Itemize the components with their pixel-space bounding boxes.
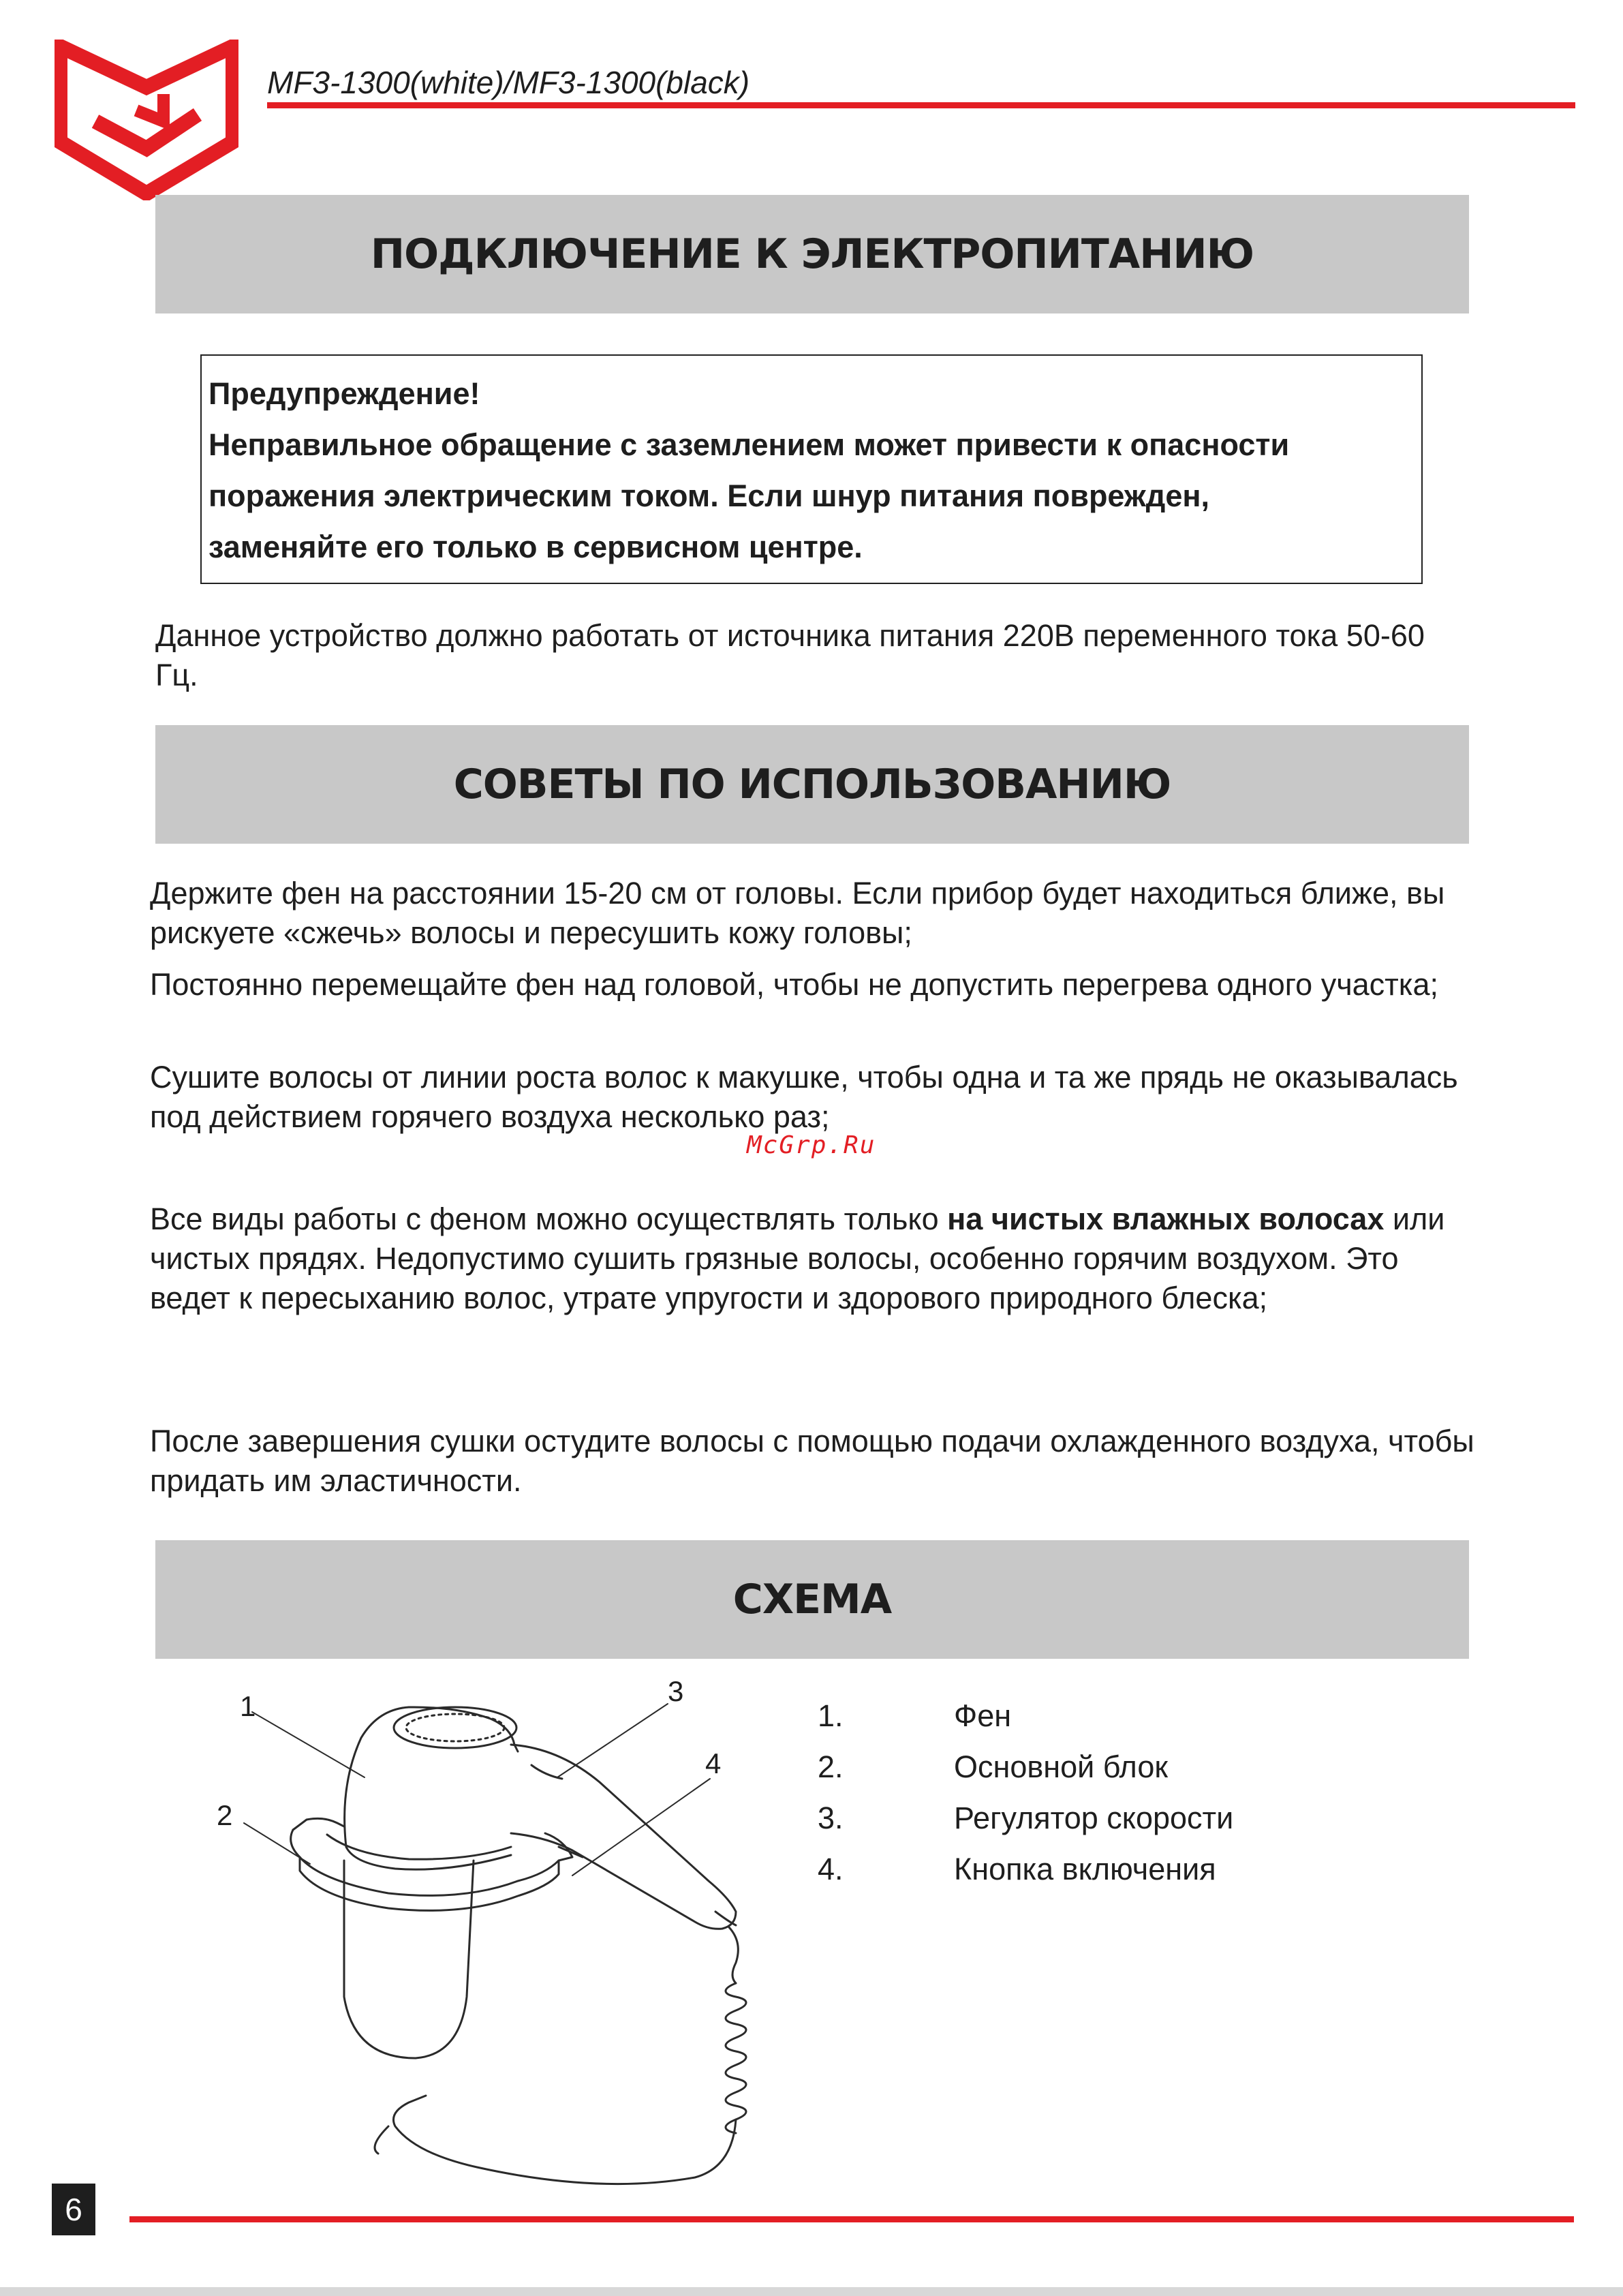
warning-box — [200, 354, 1423, 584]
power-section-title: ПОДКЛЮЧЕНИЕ К ЭЛЕКТРОПИТАНИЮ — [370, 230, 1254, 278]
tips-section-header — [155, 725, 1469, 844]
callout-2: 2 — [217, 1799, 233, 1831]
warning-heading: Предупреждение! — [208, 376, 480, 411]
legend-label: Основной блок — [954, 1749, 1169, 1784]
callout-1: 1 — [240, 1690, 256, 1722]
legend-label: Фен — [954, 1698, 1012, 1733]
callout-4: 4 — [705, 1747, 722, 1779]
scheme-section-title: СХЕМА — [732, 1576, 892, 1623]
page-number: 6 — [52, 2184, 95, 2235]
warning-line: поражения электрическим током. Если шнур питания поврежден, — [208, 478, 1210, 513]
tip-paragraph: Держите фен на расстоянии 15-20 см от головы. Если прибор будет находиться ближе, вы рискуете «сжечь» волосы и пересушить кожу головы; — [150, 876, 1445, 950]
callout-3: 3 — [668, 1677, 684, 1707]
legend-number: 3. — [818, 1800, 844, 1835]
clean-hair-paragraph — [150, 1199, 1465, 1318]
hair-dryer-diagram — [191, 1677, 784, 2194]
legend-label: Регулятор скорости — [954, 1800, 1234, 1835]
model-name: MF3-1300(white)/MF3-1300(black) — [267, 65, 750, 100]
scheme-legend — [818, 1690, 1431, 1895]
holder-body — [344, 1861, 474, 2058]
legend-item — [818, 1741, 1431, 1792]
page-bottom-edge — [0, 2287, 1623, 2296]
legend-item — [818, 1843, 1431, 1895]
tip-paragraph: Постоянно перемещайте фен над головой, чтобы не допустить перегрева одного участка; — [150, 967, 1438, 1002]
legend-label: Кнопка включения — [954, 1851, 1216, 1886]
power-cord — [394, 2096, 737, 2184]
cooling-paragraph: После завершения сушки остудите волосы с помощью подачи охлажденного воздуха, чтобы придать им эластичности. — [150, 1424, 1474, 1498]
power-section-header — [155, 195, 1469, 313]
warning-line: Неправильное обращение с заземлением может привести к опасности — [208, 427, 1290, 462]
clean-hair-emphasis: на чистых влажных волосах — [947, 1201, 1385, 1236]
legend-item — [818, 1690, 1431, 1741]
power-requirements-text: Данное устройство должно работать от источника питания 220В переменного тока 50-60 Гц. — [155, 618, 1425, 692]
coiled-cord — [729, 1927, 738, 1983]
tip-paragraph: Сушите волосы от линии роста волос к макушке, чтобы одна и та же прядь не оказывалась под действием горячего воздуха несколько раз; — [150, 1060, 1458, 1134]
legend-item — [818, 1792, 1431, 1843]
watermark: McGrp.Ru — [747, 1131, 876, 1159]
legend-number: 2. — [818, 1749, 844, 1784]
header-rule — [267, 102, 1575, 108]
legend-number: 4. — [818, 1851, 844, 1886]
warning-line: заменяйте его только в сервисном центре. — [208, 530, 863, 564]
clean-hair-text: Все виды работы с феном можно осуществлять только — [150, 1201, 948, 1236]
footer-rule — [129, 2216, 1574, 2222]
dryer-head — [345, 1707, 518, 1847]
clean-hair-text: или чистых прядях. Недопустимо сушить грязные волосы, особенно горячим воздухом. Это ведет к пересыханию волос, утрате упругости и здорового природного блеска; — [150, 1201, 1445, 1315]
brand-logo-icon — [55, 40, 238, 200]
scheme-section-header — [155, 1540, 1469, 1659]
legend-number: 1. — [818, 1698, 844, 1733]
tips-section-title: СОВЕТЫ ПО ИСПОЛЬЗОВАНИЮ — [453, 761, 1171, 808]
